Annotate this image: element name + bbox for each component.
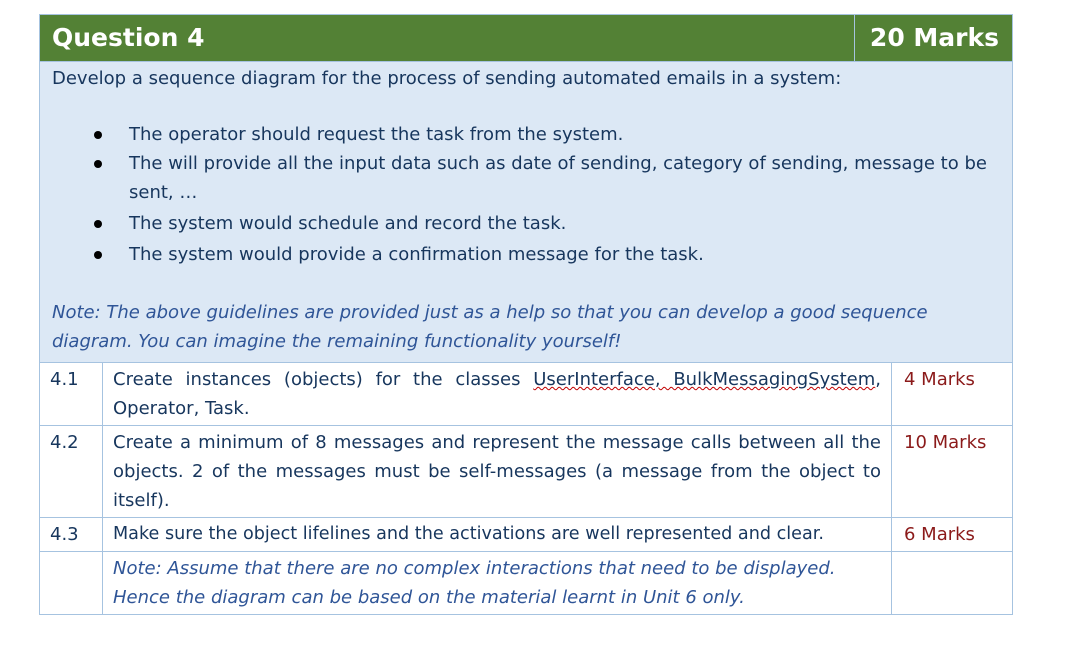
guideline-list [52, 120, 1002, 269]
row-marks: 4 Marks [892, 363, 1013, 426]
row-number: 4.2 [40, 426, 103, 518]
question-frame [39, 14, 1013, 615]
question-title: Question 4 [40, 15, 855, 61]
bullet-icon [94, 220, 102, 228]
question-intro [39, 62, 1013, 362]
table-row [40, 518, 1013, 552]
spellcheck-text: UserInterface, BulkMessagingSystem [533, 369, 876, 390]
table-row [40, 426, 1013, 518]
row-number: 4.3 [40, 518, 103, 552]
question-total-marks: 20 Marks [869, 23, 999, 52]
guideline-item: The system would provide a confirmation message for the task. [52, 240, 1002, 269]
guideline-item: The system would schedule and record the task. [52, 209, 1002, 238]
guideline-item: The will provide all the input data such as date of sending, category of sending, message to be sent, … [52, 149, 1002, 207]
row-note: Note: Assume that there are no complex interactions that need to be displayed. Hence the diagram can be based on the material learnt in Unit 6 only. [103, 552, 892, 615]
question-header [39, 14, 1013, 62]
marking-table [39, 362, 1013, 615]
row-number [40, 552, 103, 615]
row-marks: 6 Marks [892, 518, 1013, 552]
row-number: 4.1 [40, 363, 103, 426]
row-description: Create a minimum of 8 messages and represent the message calls between all the objects. 2 of the messages must be self-messages (a message from the object to itself). [103, 426, 892, 518]
bullet-icon [94, 251, 102, 259]
bullet-icon [94, 131, 102, 139]
table-row [40, 552, 1013, 615]
row-marks [892, 552, 1013, 615]
row-description: Make sure the object lifelines and the activations are well represented and clear. [103, 518, 892, 552]
guideline-item: The operator should request the task from the system. [52, 120, 1002, 149]
bullet-icon [94, 160, 102, 168]
row-marks: 10 Marks [892, 426, 1013, 518]
row-description: Create instances (objects) for the classes UserInterface, BulkMessagingSystem, Operator, Task. [103, 363, 892, 426]
intro-lead: Develop a sequence diagram for the process of sending automated emails in a system: [52, 68, 842, 89]
intro-note: Note: The above guidelines are provided just as a help so that you can develop a good sequence diagram. You can imagine the remaining functionality yourself! [52, 302, 928, 352]
table-row [40, 363, 1013, 426]
